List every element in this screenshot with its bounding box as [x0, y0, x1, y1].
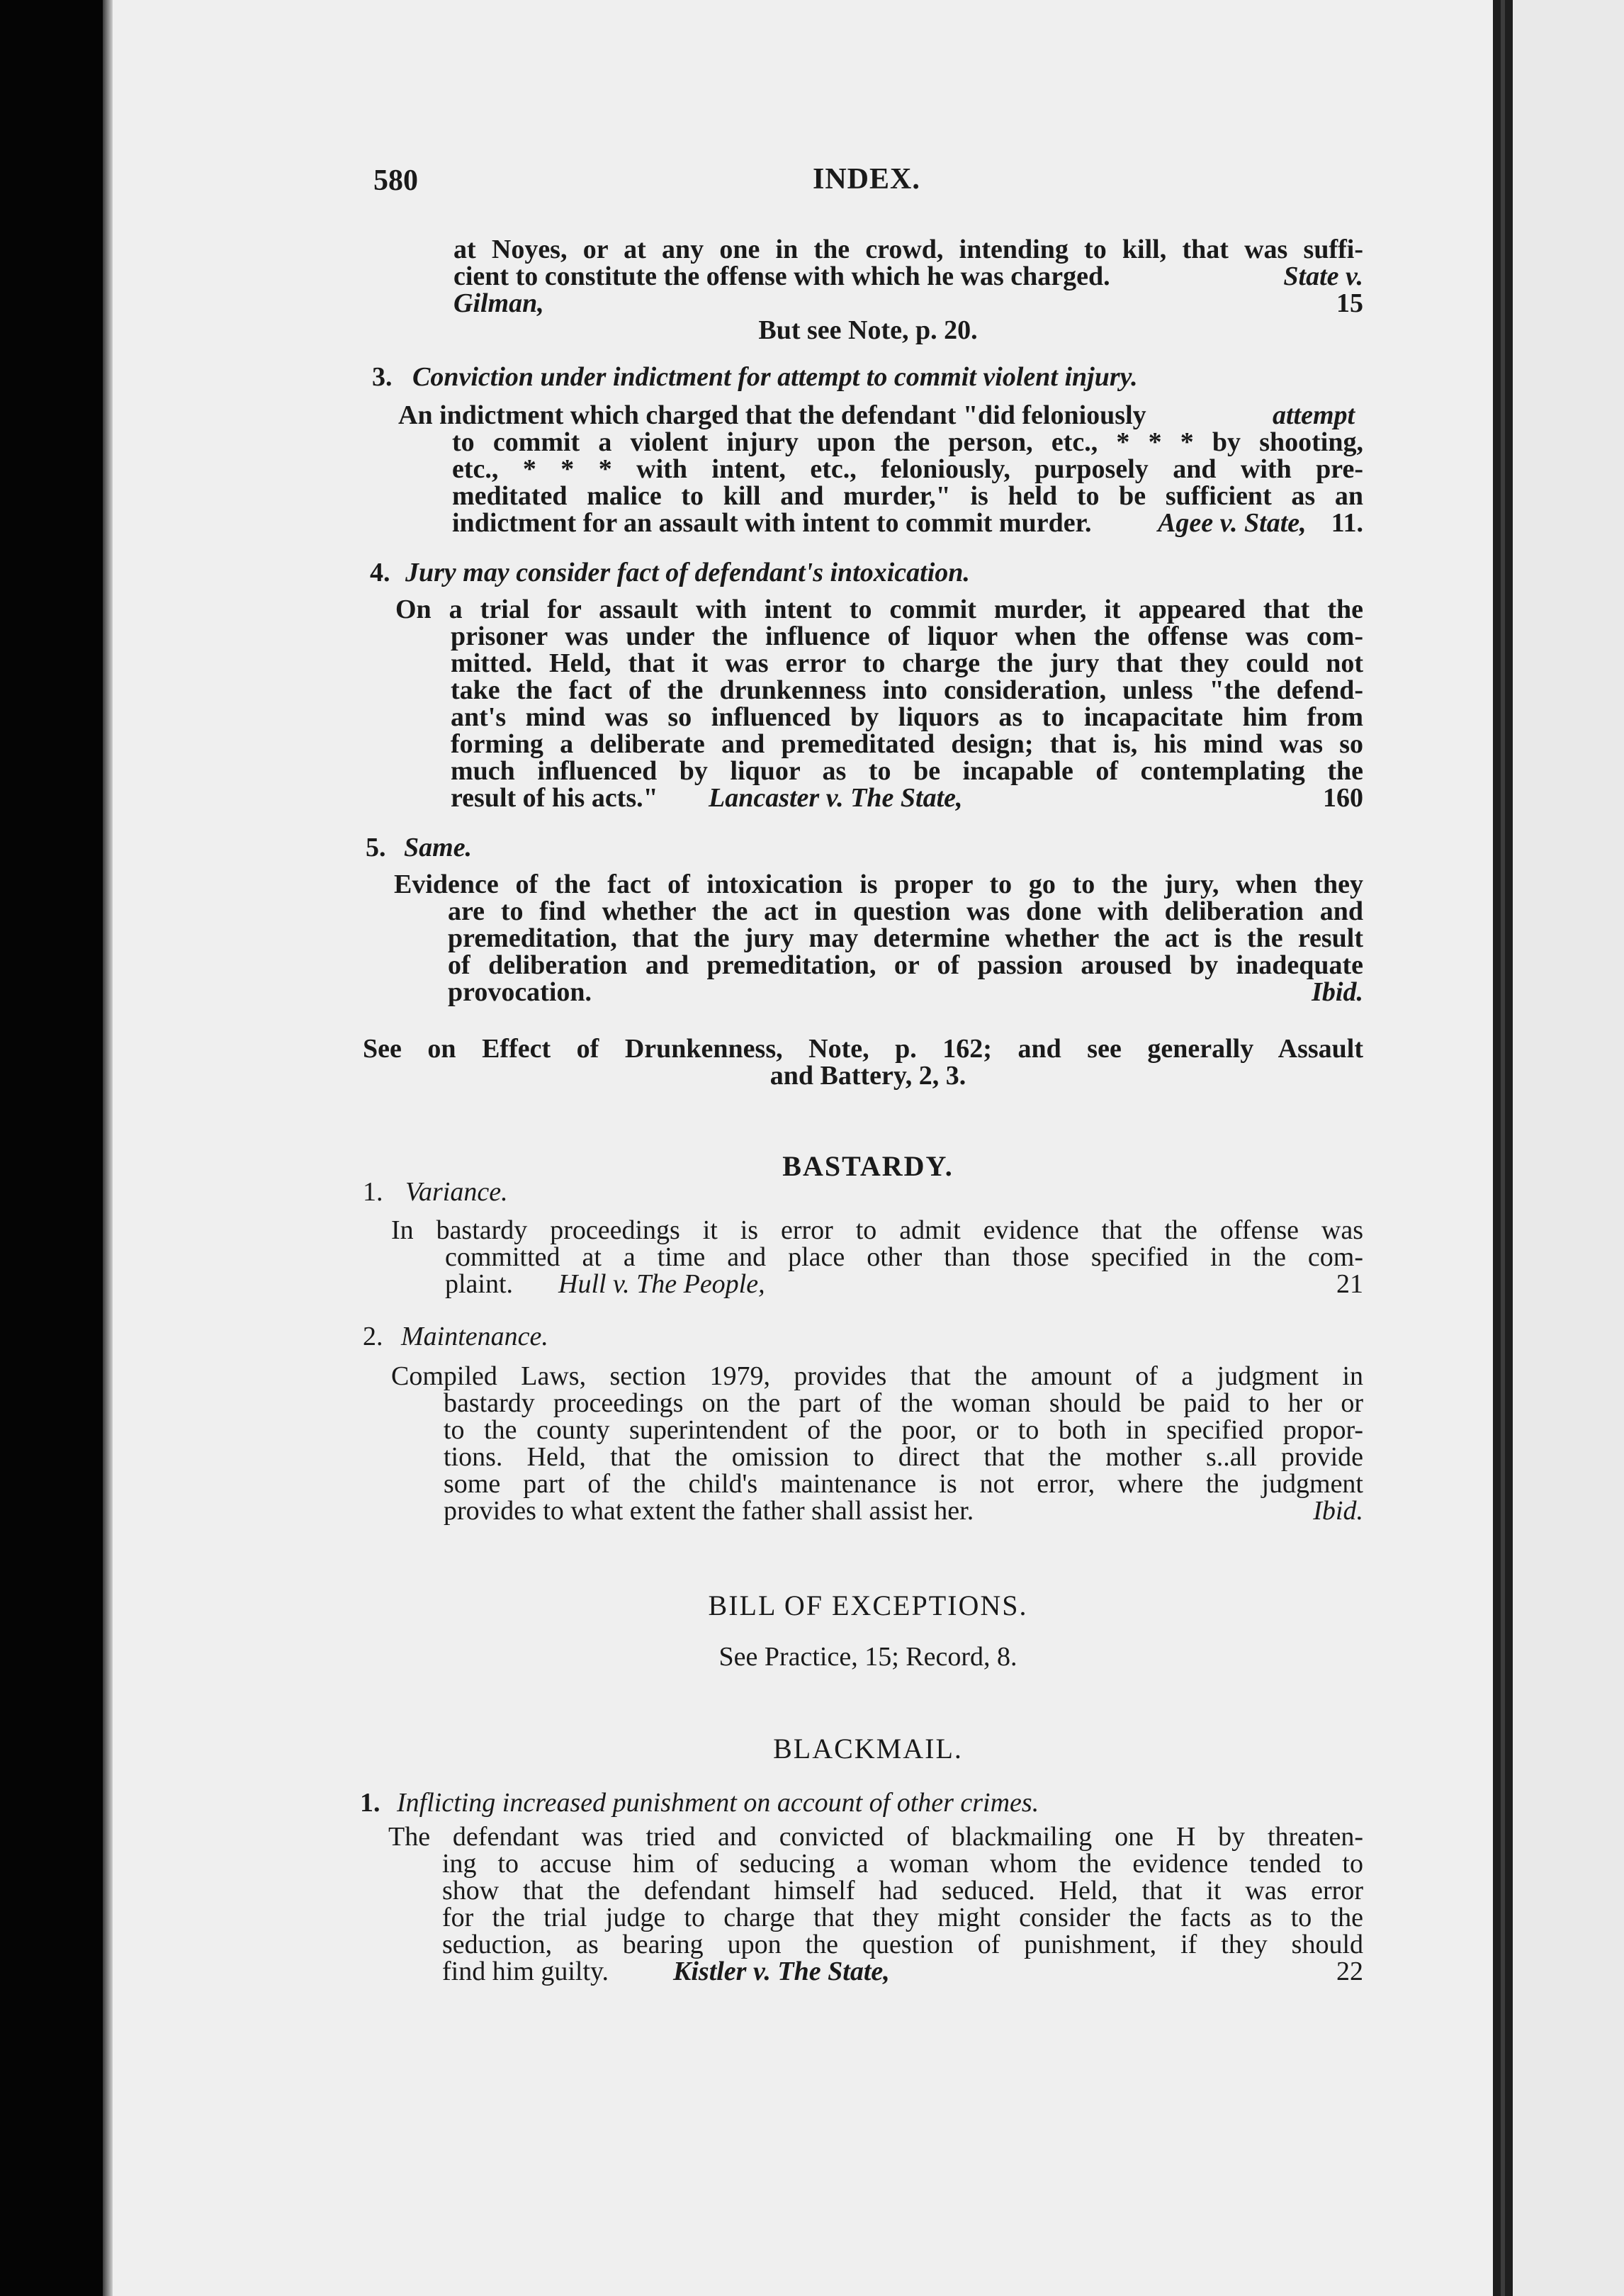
cont-see-note: But see Note, p. 20. [758, 315, 978, 345]
entry-5-line-2: are to find whether the act in question was done with deliberation and [448, 896, 1363, 926]
entry-4-line-7: much influenced by liquor as to be incapable of contemplating the [451, 756, 1363, 786]
entry-4-line-8: result of his acts." [451, 783, 658, 813]
entry-3-number: 3. [372, 362, 393, 392]
entry-5-citation: Ibid. [1312, 977, 1363, 1007]
blackmail-1-page: 22 [1336, 1957, 1363, 1986]
heading-blackmail: BLACKMAIL. [773, 1733, 963, 1765]
bastardy-1-line-1: In bastardy proceedings it is error to admit evidence that the offense was [391, 1215, 1363, 1245]
bastardy-2-line-2: bastardy proceedings on the part of the woman should be paid to her or [444, 1388, 1363, 1418]
entry-4-line-5: ant's mind was so influenced by liquors as to incapacitate him from [451, 702, 1363, 732]
heading-bastardy: BASTARDY. [782, 1150, 954, 1182]
book-gutter-highlight [1501, 0, 1505, 2296]
see-drunkenness-line-2: and Battery, 2, 3. [769, 1061, 966, 1091]
entry-3-heading: Conviction under indictment for attempt to commit violent injury. [412, 362, 1138, 392]
entry-3-line-2: to commit a violent injury upon the person, etc., * * * by shooting, [452, 427, 1363, 457]
cont-page: 15 [1336, 288, 1363, 318]
entry-4-line-4: take the fact of the drunkenness into consideration, unless "the defend- [451, 675, 1363, 705]
bastardy-1-number: 1. [363, 1177, 383, 1207]
heading-bill-of-exceptions: BILL OF EXCEPTIONS. [708, 1589, 1028, 1621]
entry-3-line-1: An indictment which charged that the defendant "did feloniously [398, 400, 1146, 430]
bastardy-2-line-1: Compiled Laws, section 1979, provides that the amount of a judgment in [391, 1361, 1363, 1391]
blackmail-1-number: 1. [360, 1788, 380, 1818]
entry-5-line-3: premeditation, that the jury may determine whether the act is the result [448, 923, 1363, 953]
bastardy-2-line-6: provides to what extent the father shall assist her. [444, 1496, 974, 1526]
cont-citation-b: Gilman, [453, 288, 544, 318]
entry-3-line-4: meditated malice to kill and murder," is held to be sufficient as an [452, 481, 1363, 511]
entry-5-heading: Same. [404, 833, 473, 862]
scan-left-border [0, 0, 103, 2296]
blackmail-1-citation: Kistler v. The State, [673, 1957, 890, 1986]
blackmail-1-line-6: find him guilty. [442, 1957, 609, 1986]
entry-4-line-3: mitted. Held, that it was error to charge the jury that they could not [451, 648, 1363, 678]
entry-4-heading: Jury may consider fact of defendant's intoxication. [405, 558, 970, 587]
entry-5-line-5: provocation. [448, 977, 592, 1007]
page-number: 580 [373, 164, 418, 197]
entry-5-number: 5. [366, 833, 386, 862]
bastardy-2-line-3: to the county superintendent of the poor, or to both in specified propor- [444, 1415, 1363, 1445]
blackmail-1-line-2: ing to accuse him of seducing a woman whom the evidence tended to [442, 1849, 1363, 1879]
blackmail-1-line-4: for the trial judge to charge that they might consider the facts as to the [442, 1903, 1363, 1932]
bastardy-1-line-2: committed at a time and place other than those specified in the com- [445, 1242, 1363, 1272]
entry-3-line-5: indictment for an assault with intent to commit murder. [452, 508, 1092, 538]
bill-see-reference: See Practice, 15; Record, 8. [718, 1642, 1017, 1672]
blackmail-1-line-5: seduction, as bearing upon the question of punishment, if they should [442, 1930, 1363, 1959]
bastardy-1-citation: Hull v. The People, [558, 1269, 765, 1299]
see-drunkenness-line-1: See on Effect of Drunkenness, Note, p. 162; and see generally Assault [363, 1034, 1363, 1064]
entry-3-citation: Agee v. State, [1158, 508, 1307, 538]
blackmail-1-line-3: show that the defendant himself had seduced. Held, that it was error [442, 1876, 1363, 1906]
bastardy-2-line-5: some part of the child's maintenance is not error, where the judgment [444, 1469, 1363, 1499]
entry-4-citation: Lancaster v. The State, [709, 783, 963, 813]
blackmail-1-heading: Inflicting increased punishment on account of other crimes. [397, 1788, 1039, 1818]
entry-3-attempt: attempt [1273, 400, 1355, 430]
entry-4-page: 160 [1323, 783, 1363, 813]
entry-4-line-2: prisoner was under the influence of liquor when the offense was com- [451, 621, 1363, 651]
bastardy-2-line-4: tions. Held, that the omission to direct that the mother s..all provide [444, 1442, 1363, 1472]
bastardy-2-number: 2. [363, 1322, 383, 1351]
running-head: INDEX. [813, 163, 920, 196]
bastardy-1-line-3: plaint. [445, 1269, 514, 1299]
facing-page-edge [1513, 0, 1624, 2296]
bastardy-2-citation: Ibid. [1313, 1496, 1363, 1526]
bastardy-1-heading: Variance. [405, 1177, 508, 1207]
entry-5-line-4: of deliberation and premeditation, or of passion aroused by inadequate [448, 950, 1363, 980]
bastardy-1-page: 21 [1336, 1269, 1363, 1299]
entry-3-line-3: etc., * * * with intent, etc., feloniously, purposely and with pre- [452, 454, 1363, 484]
entry-4-line-1: On a trial for assault with intent to commit murder, it appeared that the [395, 595, 1363, 624]
bastardy-2-heading: Maintenance. [401, 1322, 548, 1351]
entry-3-page: 11. [1331, 508, 1363, 538]
entry-4-number: 4. [370, 558, 390, 587]
entry-5-line-1: Evidence of the fact of intoxication is proper to go to the jury, when they [394, 870, 1363, 899]
scan-left-edge [103, 0, 113, 2296]
cont-line-1: at Noyes, or at any one in the crowd, intending to kill, that was suffi- [453, 235, 1363, 264]
cont-citation-a: State v. [1283, 261, 1363, 291]
cont-line-2: cient to constitute the offense with which he was charged. [453, 261, 1110, 291]
entry-4-line-6: forming a deliberate and premeditated design; that is, his mind was so [451, 729, 1363, 759]
blackmail-1-line-1: The defendant was tried and convicted of blackmailing one H by threaten- [388, 1822, 1363, 1852]
